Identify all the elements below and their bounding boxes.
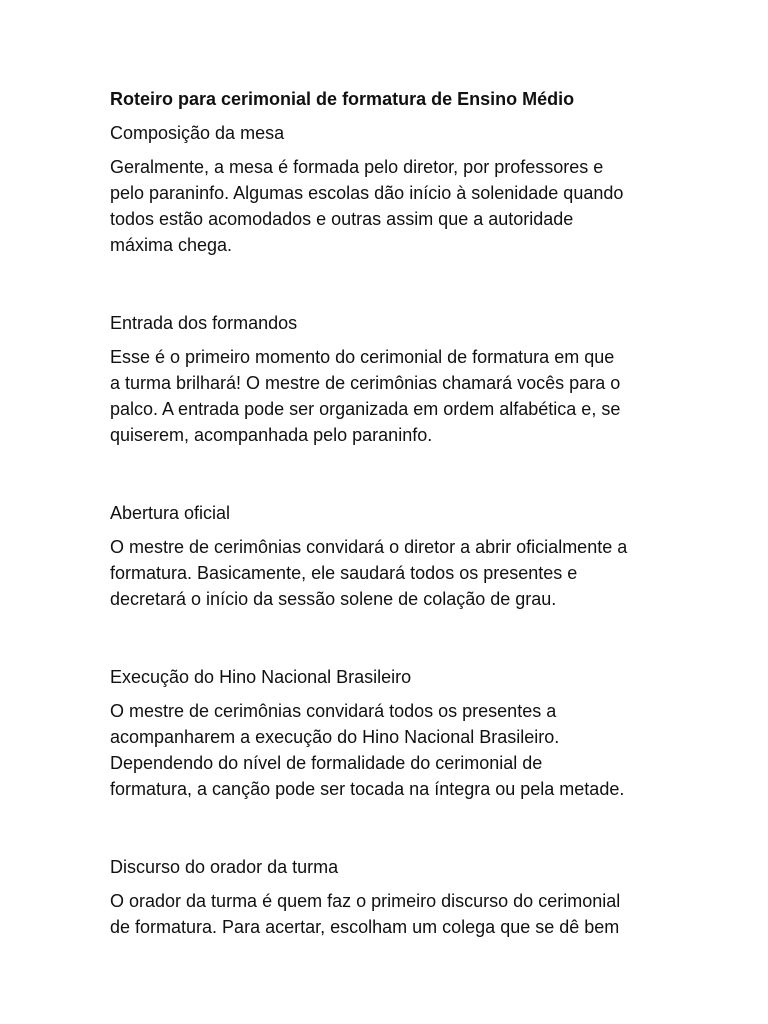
paragraph-line: todos estão acomodados e outras assim que a autoridade <box>110 209 574 229</box>
section-discurso-do-orador <box>110 854 670 940</box>
paragraph-line: decretará o início da sessão solene de colação de grau. <box>110 589 557 609</box>
paragraph-line: máxima chega. <box>110 235 233 255</box>
paragraph-line: de formatura. Para acertar, escolham um colega que se dê bem <box>110 917 620 937</box>
section-abertura-oficial <box>110 500 670 612</box>
section-heading: Composição da mesa <box>110 123 285 143</box>
section-paragraph <box>110 698 670 802</box>
section-heading: Execução do Hino Nacional Brasileiro <box>110 667 412 687</box>
paragraph-line: quiserem, acompanhada pelo paraninfo. <box>110 425 433 445</box>
section-composicao-da-mesa <box>110 120 670 258</box>
document-title: Roteiro para cerimonial de formatura de Ensino Médio <box>110 89 575 109</box>
section-heading: Discurso do orador da turma <box>110 857 339 877</box>
section-entrada-dos-formandos <box>110 310 670 448</box>
paragraph-line: O mestre de cerimônias convidará todos os presentes a <box>110 701 557 721</box>
paragraph-line: pelo paraninfo. Algumas escolas dão início à solenidade quando <box>110 183 624 203</box>
section-paragraph <box>110 154 670 258</box>
document-page <box>110 86 670 992</box>
paragraph-line: O mestre de cerimônias convidará o diretor a abrir oficialmente a <box>110 537 628 557</box>
paragraph-line: Esse é o primeiro momento do cerimonial de formatura em que <box>110 347 615 367</box>
section-paragraph <box>110 888 670 940</box>
paragraph-line: formatura, a canção pode ser tocada na íntegra ou pela metade. <box>110 779 625 799</box>
paragraph-line: palco. A entrada pode ser organizada em ordem alfabética e, se <box>110 399 621 419</box>
section-heading: Abertura oficial <box>110 503 231 523</box>
section-heading: Entrada dos formandos <box>110 313 298 333</box>
section-paragraph <box>110 534 670 612</box>
paragraph-line: acompanharem a execução do Hino Nacional Brasileiro. <box>110 727 560 747</box>
paragraph-line: a turma brilhará! O mestre de cerimônias chamará vocês para o <box>110 373 621 393</box>
paragraph-line: Geralmente, a mesa é formada pelo diretor, por professores e <box>110 157 604 177</box>
section-execucao-do-hino <box>110 664 670 802</box>
paragraph-line: O orador da turma é quem faz o primeiro discurso do cerimonial <box>110 891 621 911</box>
paragraph-line: formatura. Basicamente, ele saudará todos os presentes e <box>110 563 578 583</box>
section-paragraph <box>110 344 670 448</box>
paragraph-line: Dependendo do nível de formalidade do cerimonial de <box>110 753 543 773</box>
